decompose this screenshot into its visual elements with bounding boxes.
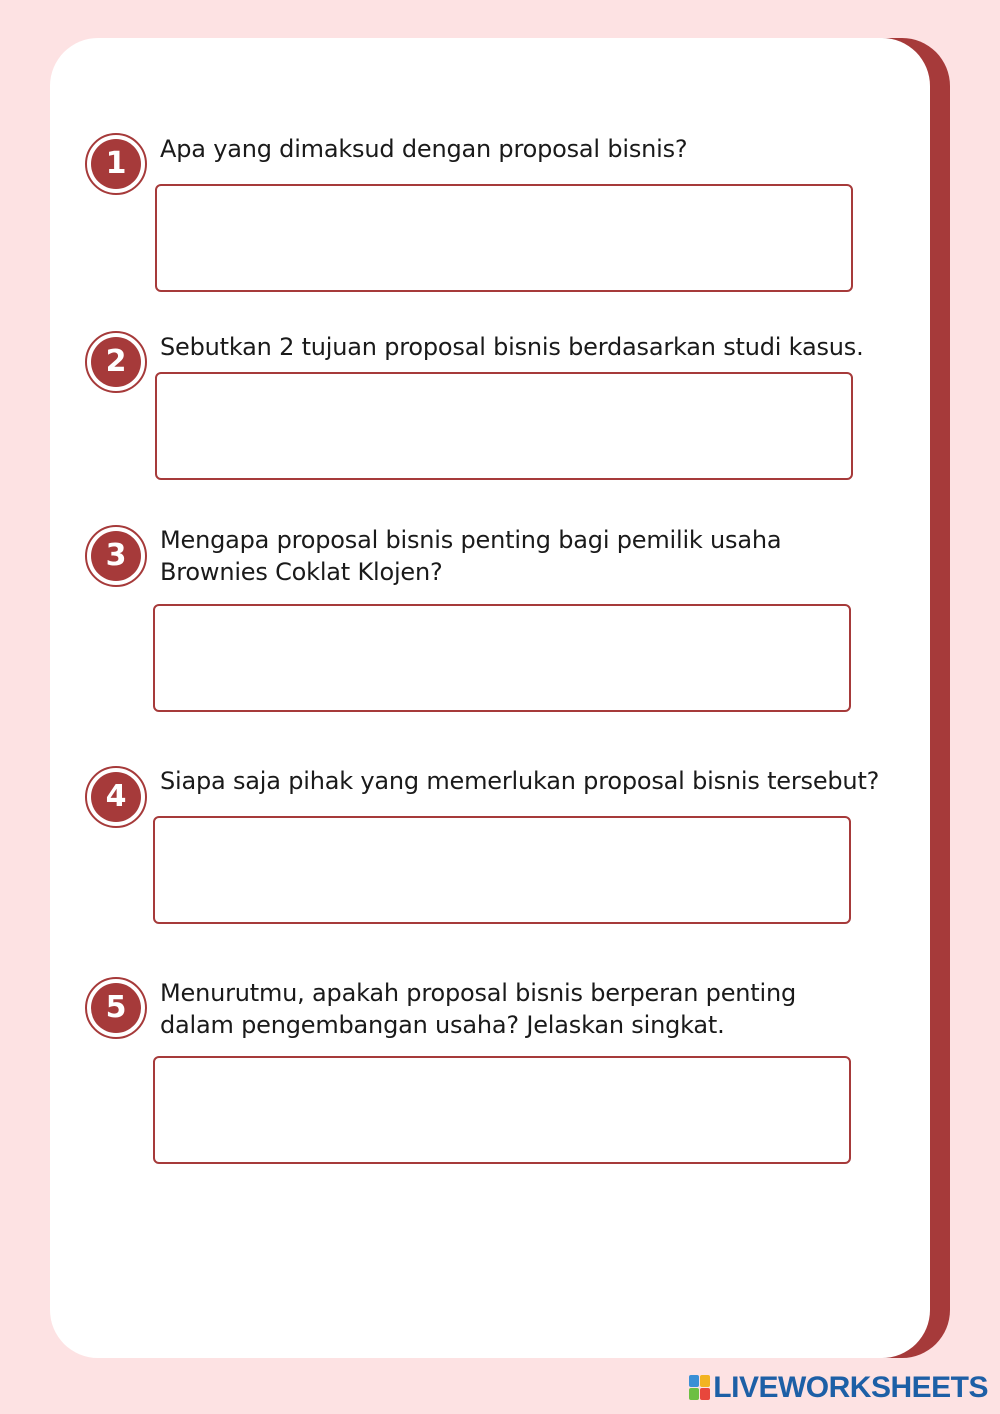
question-3-text: Mengapa proposal bisnis penting bagi pemilik usaha Brownies Coklat Klojen? (160, 526, 782, 586)
question-5-answer-field[interactable] (153, 1056, 851, 1164)
question-5-number: 5 (91, 983, 141, 1033)
question-4-number-badge (85, 766, 147, 828)
question-1-answer-field[interactable] (155, 184, 853, 292)
question-3-answer-field[interactable] (153, 604, 851, 712)
question-2-number-badge (85, 331, 147, 393)
question-3-number: 3 (91, 531, 141, 581)
question-4-answer-field[interactable] (153, 816, 851, 924)
question-1-number-badge (85, 133, 147, 195)
question-2-answer-field[interactable] (155, 372, 853, 480)
question-5-number-badge (85, 977, 147, 1039)
liveworksheets-logo[interactable] (689, 1370, 988, 1406)
question-1-text: Apa yang dimaksud dengan proposal bisnis? (160, 135, 688, 163)
question-3-number-badge (85, 525, 147, 587)
liveworksheets-brand-text: LIVEWORKSHEETS (713, 1371, 988, 1404)
question-4-number: 4 (91, 772, 141, 822)
question-4-text: Siapa saja pihak yang memerlukan proposal bisnis tersebut? (160, 767, 880, 795)
question-2-number: 2 (91, 337, 141, 387)
question-1-number: 1 (91, 139, 141, 189)
question-2-text: Sebutkan 2 tujuan proposal bisnis berdasarkan studi kasus. (160, 333, 864, 361)
question-5-text: Menurutmu, apakah proposal bisnis berperan penting dalam pengembangan usaha? Jelaskan singkat. (160, 979, 797, 1039)
liveworksheets-logo-icon (689, 1375, 711, 1401)
